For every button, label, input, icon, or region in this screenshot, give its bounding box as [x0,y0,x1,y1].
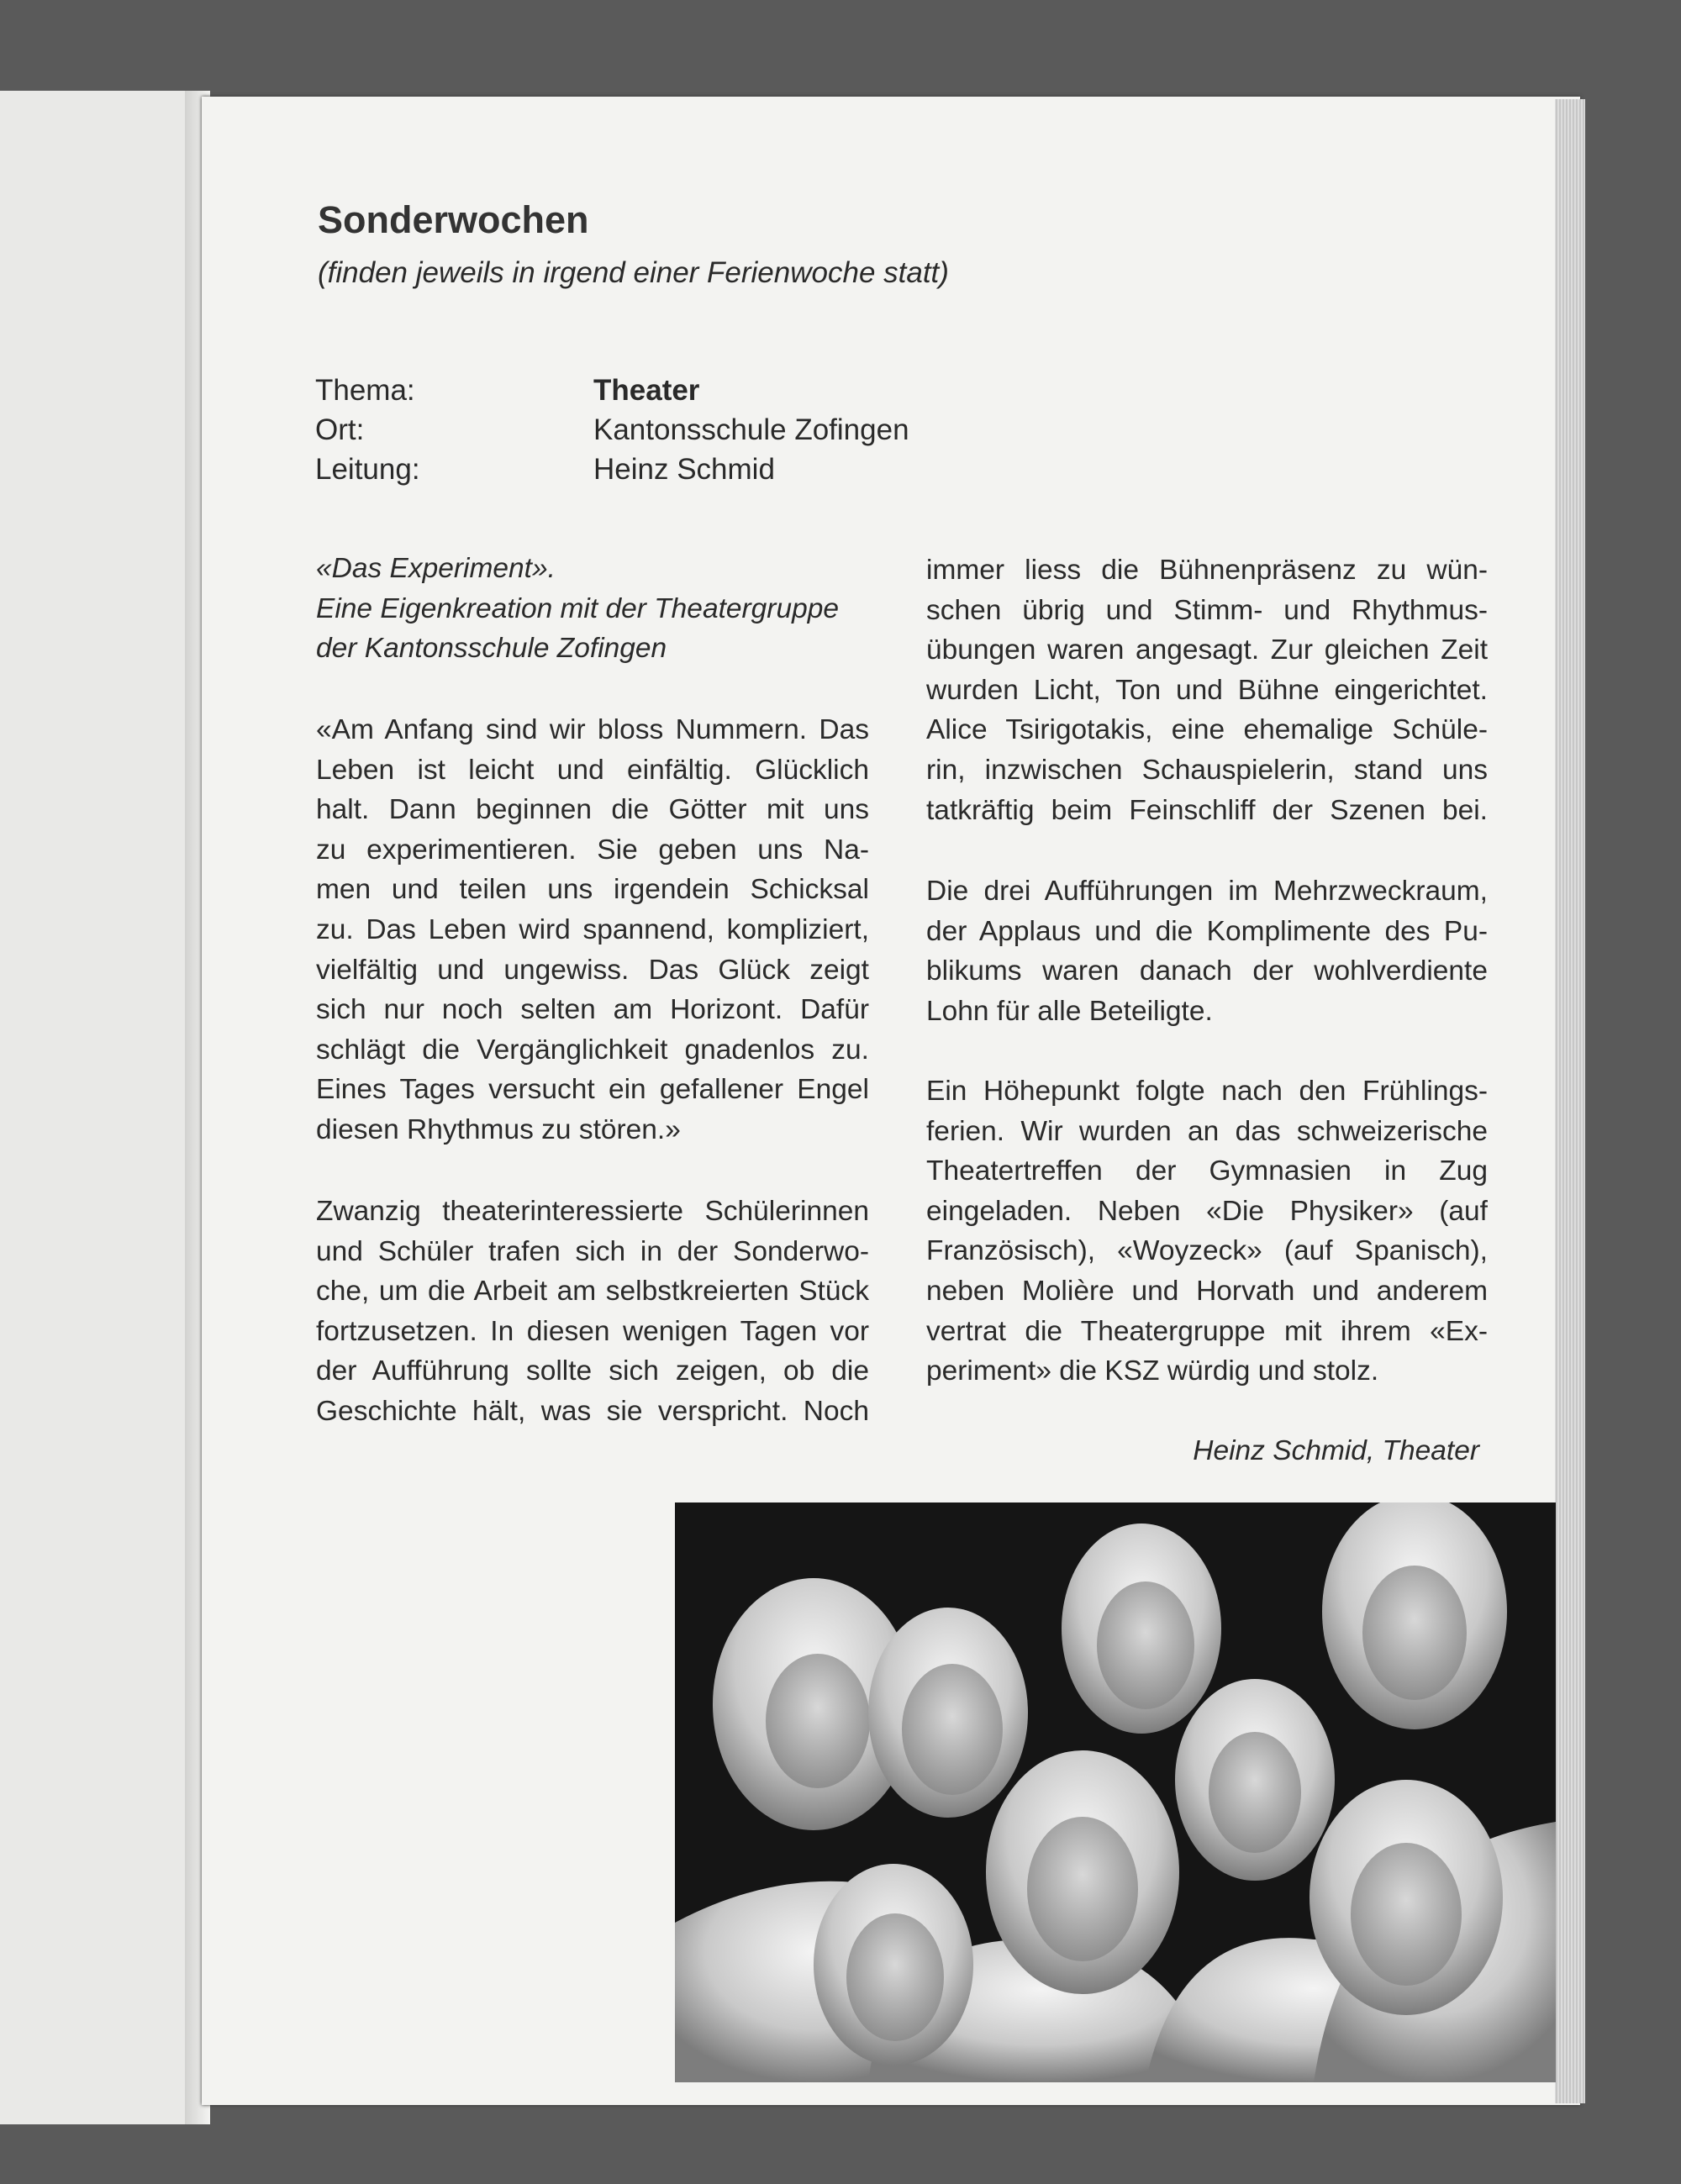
body-line: vertrat die Theatergruppe mit ihrem «Ex- [926,1315,1488,1347]
body-line: der Aufführung sollte sich zeigen, ob die [316,1355,869,1387]
page-subtitle: (finden jeweils in irgend einer Ferienwoche statt) [318,256,949,289]
meta-label-thema: Thema: [315,374,415,407]
meta-value-ort: Kantonsschule Zofingen [593,413,909,446]
body-line: che, um die Arbeit am selbstkreierten Stück [316,1276,869,1308]
intro-line: Eine Eigenkreation mit der Theatergruppe [316,592,839,624]
quote-line: sich nur noch selten am Horizont. Dafür [316,994,869,1026]
intro-line: der Kantonsschule Zofingen [316,633,667,665]
body-line: blikums waren danach der wohlverdiente [926,955,1488,987]
article-author: Heinz Schmid, Theater [1193,1435,1479,1466]
theater-group-photo [675,1502,1556,2082]
body-line: tatkräftig beim Feinschliff der Szenen bei. [926,794,1488,826]
body-line: der Applaus und die Komplimente des Pu- [926,915,1488,947]
quote-line: zu experimentieren. Sie geben uns Na- [316,834,869,866]
body-line: Alice Tsirigotakis, eine ehemalige Schüle- [926,714,1488,746]
body-line: neben Molière und Horvath und anderem [926,1276,1488,1307]
quote-line: schlägt die Vergänglichkeit gnadenlos zu. [316,1034,869,1066]
meta-label-leitung: Leitung: [315,453,420,486]
quote-line: vielfältig und ungewiss. Das Glück zeigt [316,954,869,986]
body-line: Die drei Aufführungen im Mehrzweckraum, [926,876,1488,907]
quote-line: men und teilen uns irgendein Schicksal [316,874,869,906]
body-line: immer liess die Bühnenpräsenz zu wün- [926,555,1488,586]
body-line: wurden Licht, Ton und Bühne eingerichtet. [926,674,1488,706]
quote-line: Leben ist leicht und einfältig. Glücklich [316,754,869,786]
body-line: schen übrig und Stimm- und Rhythmus- [926,594,1488,626]
body-line: und Schüler trafen sich in der Sonderwo- [316,1235,869,1267]
quote-line: «Am Anfang sind wir bloss Nummern. Das [316,714,869,745]
intro-line: «Das Experiment». [316,553,556,584]
body-line: Zwanzig theaterinteressierte Schülerinnen [316,1196,869,1227]
body-line: Theatertreffen der Gymnasien in Zug [926,1155,1488,1187]
body-line: periment» die KSZ würdig und stolz. [926,1355,1379,1387]
body-line: rin, inzwischen Schauspielerin, stand uns [926,755,1488,786]
meta-value-thema: Theater [593,374,700,407]
meta-label-ort: Ort: [315,413,365,446]
body-line: eingeladen. Neben «Die Physiker» (auf [926,1195,1488,1227]
quote-line: Eines Tages versucht ein gefallener Engel [316,1074,869,1106]
body-line: fortzusetzen. In diesen wenigen Tagen vor [316,1315,869,1347]
page-edges [1555,99,1585,2103]
quote-line: zu. Das Leben wird spannend, kompliziert, [316,914,869,945]
photo-illustration [675,1502,1556,2082]
quote-line: halt. Dann beginnen die Götter mit uns [316,794,869,826]
left-page [0,91,195,2124]
quote-line: diesen Rhythmus zu stören.» [316,1114,681,1145]
body-line: Ein Höhepunkt folgte nach den Frühlings- [926,1076,1488,1107]
body-line: ferien. Wir wurden an das schweizerische [926,1115,1488,1147]
body-line: Lohn für alle Beteiligte. [926,995,1213,1027]
meta-value-leitung: Heinz Schmid [593,453,775,486]
body-line: Französisch), «Woyzeck» (auf Spanisch), [926,1235,1488,1267]
left-page-text [0,91,87,2124]
page-title: Sonderwochen [318,198,589,241]
body-line: Geschichte hält, was sie verspricht. Noch [316,1396,869,1427]
body-line: übungen waren angesagt. Zur gleichen Zeit [926,634,1488,666]
